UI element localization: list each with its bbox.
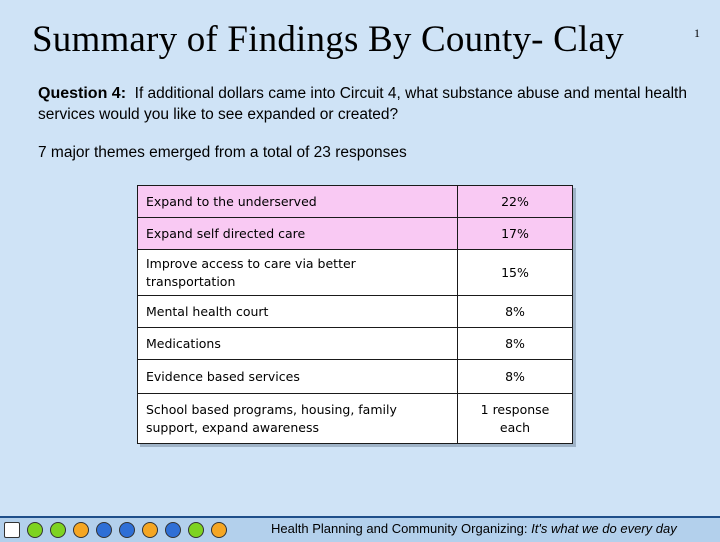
value-cell: 8% [458, 328, 573, 360]
theme-cell: Medications [138, 328, 458, 360]
value-cell: 15% [458, 250, 573, 296]
question-label: Question 4 [38, 85, 121, 102]
footer-dot-icon [27, 522, 43, 538]
footer-dot-icon [188, 522, 204, 538]
table-row [138, 394, 573, 444]
value-cell: 8% [458, 296, 573, 328]
footer-org: Health Planning and Community Organizing: [271, 521, 528, 536]
footer-tagline: It's what we do every day [531, 521, 677, 536]
question-text: If additional dollars came into Circuit 4, what substance abuse and mental health services would you like to see expanded or created? [38, 85, 687, 123]
footer-dot-icon [165, 522, 181, 538]
theme-cell: Evidence based services [138, 360, 458, 394]
question-block [38, 83, 698, 125]
table-row [138, 186, 573, 218]
footer-dot-icon [73, 522, 89, 538]
theme-cell: Improve access to care via better transportation [138, 250, 458, 296]
footer-dot-icon [50, 522, 66, 538]
footer-dot-icon [119, 522, 135, 538]
footer-bar [0, 516, 720, 542]
footer-dot-icon [4, 522, 20, 538]
value-cell: 1 response each [458, 394, 573, 444]
value-cell: 22% [458, 186, 573, 218]
footer-text [271, 521, 677, 536]
themes-summary: 7 major themes emerged from a total of 23 responses [38, 144, 407, 161]
theme-cell: Expand to the underserved [138, 186, 458, 218]
slide-title: Summary of Findings By County- Clay [32, 19, 624, 60]
footer-dot-icon [142, 522, 158, 538]
value-cell: 17% [458, 218, 573, 250]
footer-dot-icon [211, 522, 227, 538]
value-cell: 8% [458, 360, 573, 394]
theme-cell: School based programs, housing, family support, expand awareness [138, 394, 458, 444]
table-row [138, 218, 573, 250]
table-row [138, 250, 573, 296]
question-colon: : [120, 85, 127, 102]
table-row [138, 360, 573, 394]
slide-number: 1 [694, 26, 700, 40]
table-row [138, 296, 573, 328]
footer-dot-icon [96, 522, 112, 538]
table-row [138, 328, 573, 360]
theme-cell: Mental health court [138, 296, 458, 328]
theme-cell: Expand self directed care [138, 218, 458, 250]
findings-table [137, 185, 573, 444]
